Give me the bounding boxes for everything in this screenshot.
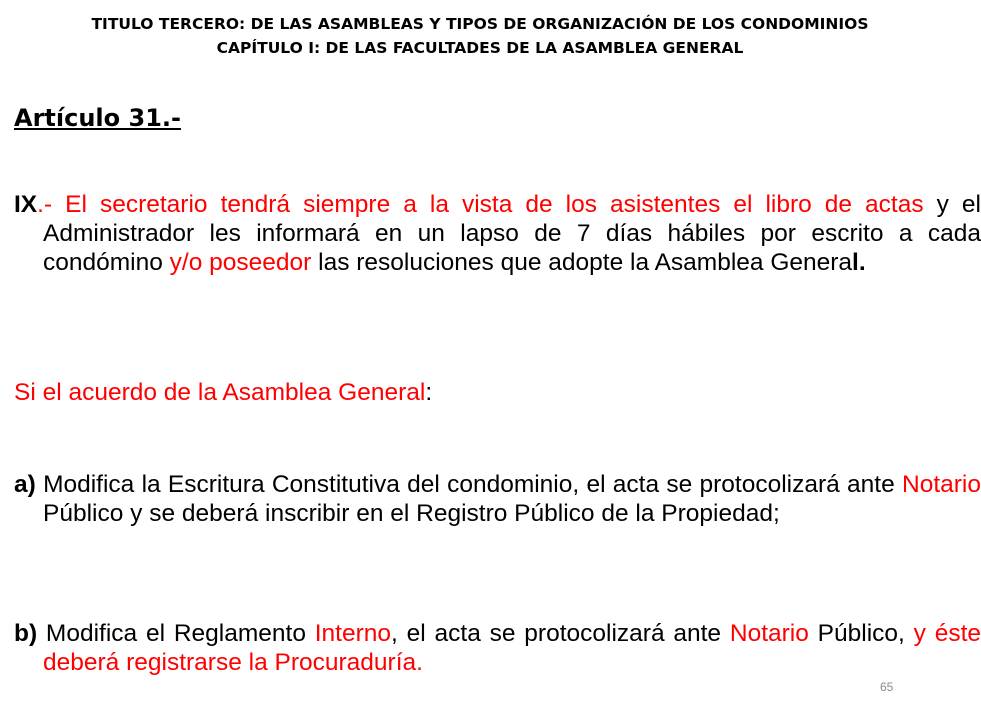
paragraph-a-text-end: Público y se deberá inscribir en el Registro Público de la Propiedad; [43, 500, 780, 527]
paragraph-si-red-text: Si el acuerdo de la Asamblea General [14, 379, 426, 406]
paragraph-ix [14, 190, 981, 277]
paragraph-b-text-mid: , el acta se protocolizará ante [391, 620, 730, 647]
paragraph-b-red-interno: Interno [314, 620, 392, 647]
paragraph-ix-text: y el Administrador les informará en un lapso de 7 días hábiles por escrito a cada condómino [43, 191, 981, 276]
paragraph-b-red-notario: Notario [729, 620, 809, 647]
paragraph-b-text-publico: Público, [808, 620, 914, 647]
paragraph-ix-red-poseedor: y/o poseedor [169, 249, 312, 276]
paragraph-ix-final: l. [852, 249, 866, 276]
paragraph-si-colon: : [425, 379, 433, 406]
page-number: 65 [880, 680, 894, 694]
paragraph-ix-red-text: - El secretario tendrá siempre a la vista de los asistentes el libro de actas [43, 191, 924, 218]
paragraph-ix-text-end: las resoluciones que adopte la Asamblea Genera [311, 249, 853, 276]
paragraph-a [14, 470, 981, 528]
paragraph-a-label: a) [14, 471, 36, 498]
paragraph-a-red-notario: Notario [902, 471, 981, 498]
paragraph-si [14, 378, 952, 407]
paragraph-a-text: Modifica la Escritura Constitutiva del condominio, el acta se protocolizará ante [35, 471, 903, 498]
paragraph-b [14, 619, 981, 677]
paragraph-b-label: b) [14, 620, 38, 647]
paragraph-ix-dot: . [37, 191, 44, 218]
article-title: Artículo 31.- [14, 104, 181, 132]
paragraph-b-red-end: y éste deberá registrarse la Procuraduría. [43, 620, 981, 676]
paragraph-ix-label: IX [14, 191, 38, 218]
header-title-line: TITULO TERCERO: DE LAS ASAMBLEAS Y TIPOS DE ORGANIZACIÓN DE LOS CONDOMINIOS [91, 15, 869, 33]
header-chapter-line: CAPÍTULO I: DE LAS FACULTADES DE LA ASAMBLEA GENERAL [216, 39, 744, 57]
paragraph-b-text: Modifica el Reglamento [37, 620, 315, 647]
slide-header [0, 12, 960, 60]
